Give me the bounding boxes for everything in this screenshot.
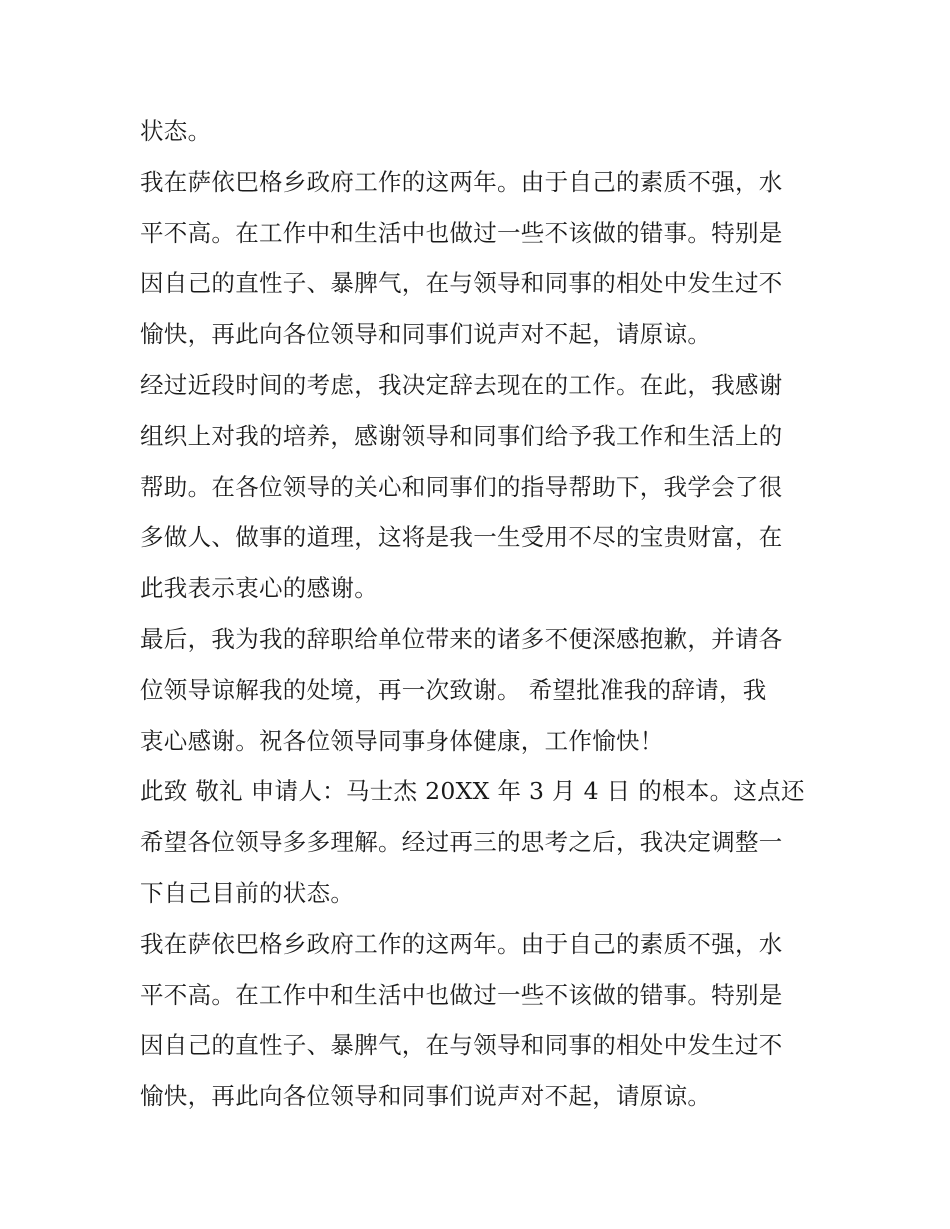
text-line: 此我表示衷心的感谢。 (140, 574, 378, 603)
text-line: 我在萨依巴格乡政府工作的这两年。由于自己的素质不强，水 (140, 167, 783, 196)
text-line: 因自己的直性子、暴脾气，在与领导和同事的相处中发生过不 (140, 1031, 783, 1060)
text-line: 帮助。在各位领导的关心和同事们的指导帮助下，我学会了很 (140, 472, 783, 501)
text-line: 我在萨依巴格乡政府工作的这两年。由于自己的素质不强，水 (140, 929, 783, 958)
text-line: 衷心感谢。祝各位领导同事身体健康，工作愉快！ (140, 726, 664, 755)
text-line: 此致 敬礼 申请人：马士杰 20XX 年 3 月 4 日 的根本。这点还 (140, 777, 805, 806)
text-line: 平不高。在工作中和生活中也做过一些不该做的错事。特别是 (140, 980, 783, 1009)
text-line: 多做人、做事的道理，这将是我一生受用不尽的宝贵财富，在 (140, 523, 783, 552)
text-line: 愉快，再此向各位领导和同事们说声对不起，请原谅。 (140, 1082, 712, 1111)
text-line: 愉快，再此向各位领导和同事们说声对不起，请原谅。 (140, 320, 712, 349)
text-line: 下自己目前的状态。 (140, 878, 355, 907)
text-line: 状态。 (140, 117, 212, 145)
text-line: 平不高。在工作中和生活中也做过一些不该做的错事。特别是 (140, 218, 783, 247)
text-line: 因自己的直性子、暴脾气，在与领导和同事的相处中发生过不 (140, 269, 783, 298)
text-line: 经过近段时间的考虑，我决定辞去现在的工作。在此，我感谢 (140, 370, 783, 399)
text-line: 位领导谅解我的处境，再一次致谢。 希望批准我的辞请，我 (140, 675, 767, 704)
text-line: 希望各位领导多多理解。经过再三的思考之后，我决定调整一 (140, 828, 783, 857)
document-body (140, 106, 812, 1122)
text-line: 组织上对我的培养，感谢领导和同事们给予我工作和生活上的 (140, 421, 783, 450)
text-line: 最后，我为我的辞职给单位带来的诸多不便深感抱歉，并请各 (140, 624, 783, 653)
